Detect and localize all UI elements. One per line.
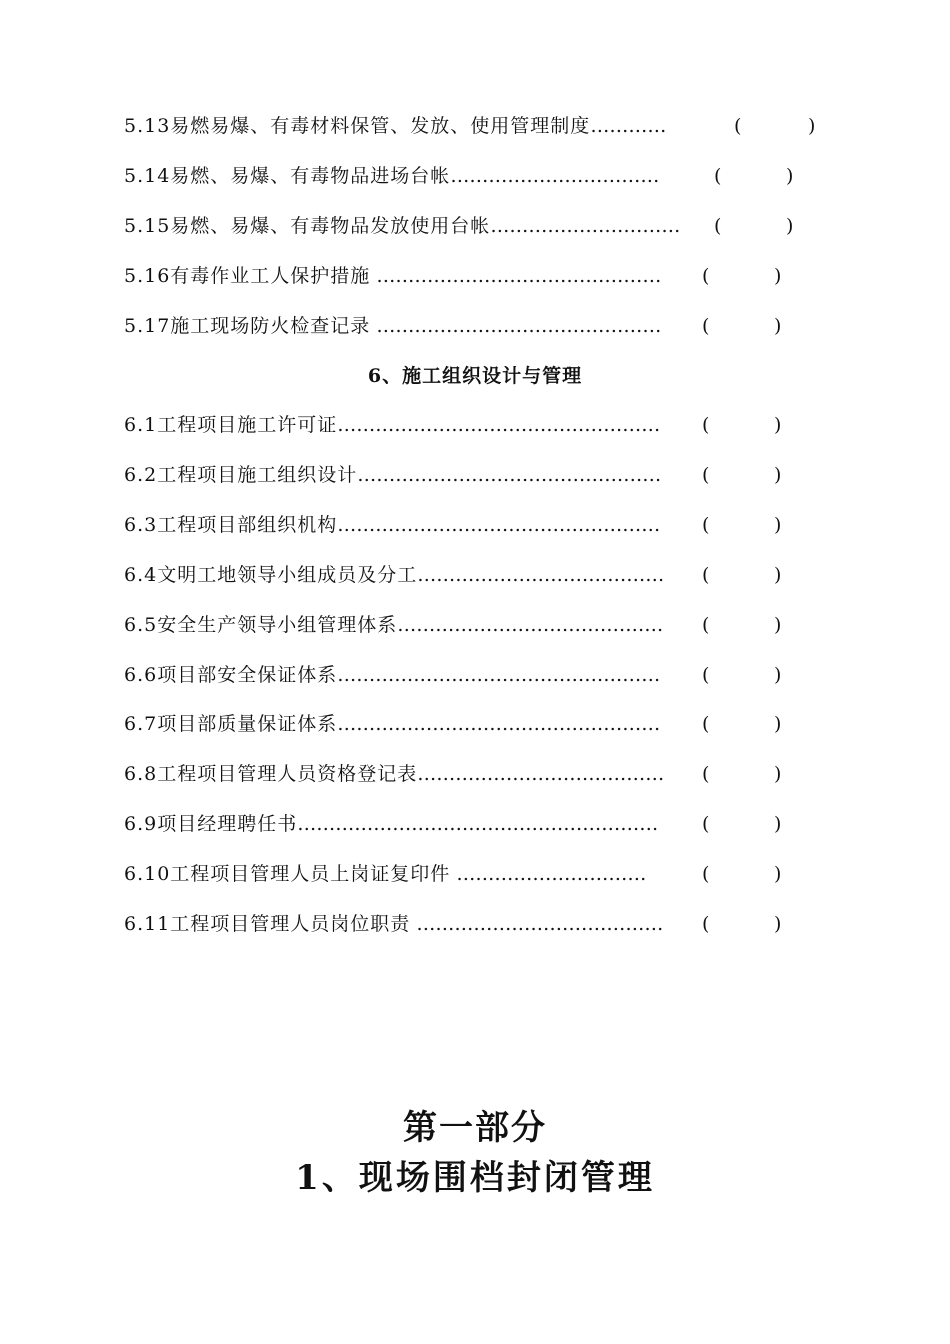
- page-number-close-paren: ): [774, 713, 783, 735]
- toc-entry-5-16: [124, 261, 783, 291]
- page-number-close-paren: ): [808, 115, 817, 137]
- toc-entry-6-4: [124, 560, 783, 590]
- toc-leader-dots: ……………………………: [450, 165, 660, 187]
- page-number-open-paren: (: [702, 514, 711, 536]
- toc-entry-6-1: [124, 410, 783, 440]
- toc-entry-label: 6.9项目经理聘任书: [124, 813, 298, 835]
- page-number-close-paren: ): [774, 664, 783, 686]
- toc-entry-6-11: [124, 909, 783, 939]
- toc-entry-6-3: [124, 510, 783, 540]
- page-number-close-paren: ): [786, 165, 795, 187]
- toc-entry-5-13: [124, 111, 817, 141]
- toc-leader-dots: ……………………………………………: [337, 514, 661, 536]
- page-number-close-paren: ): [774, 614, 783, 636]
- toc-entry-6-10: [124, 859, 783, 889]
- toc-entry-label: 6.8工程项目管理人员资格登记表: [124, 763, 418, 785]
- page-number-open-paren: (: [702, 664, 711, 686]
- page-number-close-paren: ): [786, 215, 795, 237]
- toc-entry-label: 6.11工程项目管理人员岗位职责: [124, 913, 411, 935]
- toc-entry-label: 6.7项目部质量保证体系: [124, 713, 338, 735]
- toc-leader-dots: ……………………………………………: [337, 713, 661, 735]
- toc-entry-6-6: [124, 660, 783, 690]
- page-number-open-paren: (: [702, 713, 711, 735]
- toc-leader-dots: …………………………: [450, 863, 647, 885]
- page-number-open-paren: (: [702, 564, 711, 586]
- toc-leader-dots: …………………………: [490, 215, 681, 237]
- section-heading-6: 6、施工组织设计与管理: [367, 365, 583, 387]
- toc-entry-label: 5.13易燃易爆、有毒材料保管、发放、使用管理制度: [124, 115, 591, 137]
- page-number-close-paren: ): [774, 913, 783, 935]
- toc-entry-6-2: [124, 460, 783, 490]
- page-number-close-paren: ): [774, 315, 783, 337]
- toc-leader-dots: …………………………………………: [357, 464, 662, 486]
- toc-entry-label: 6.4文明工地领导小组成员及分工: [124, 564, 418, 586]
- toc-entry-6-7: [124, 709, 783, 739]
- page-number-close-paren: ): [774, 863, 783, 885]
- page-number-open-paren: (: [734, 115, 743, 137]
- toc-entry-label: 5.16有毒作业工人保护措施: [124, 265, 371, 287]
- toc-leader-dots: …………………………………: [417, 763, 665, 785]
- page-number-close-paren: ): [774, 265, 783, 287]
- toc-entry-5-15: [124, 211, 795, 241]
- toc-leader-dots: …………………………………………………: [297, 813, 659, 835]
- toc-leader-dots: …………: [590, 115, 667, 137]
- page-number-open-paren: (: [714, 165, 723, 187]
- page-number-open-paren: (: [702, 763, 711, 785]
- toc-entry-label: 6.5安全生产领导小组管理体系: [124, 614, 398, 636]
- page-number-open-paren: (: [702, 913, 711, 935]
- toc-entry-label: 6.2工程项目施工组织设计: [124, 464, 358, 486]
- toc-leader-dots: …………………………………: [417, 564, 665, 586]
- toc-entry-label: 6.10工程项目管理人员上岗证复印件: [124, 863, 451, 885]
- toc-leader-dots: ………………………………………: [370, 265, 662, 287]
- page-number-close-paren: ): [774, 514, 783, 536]
- page-number-close-paren: ): [774, 813, 783, 835]
- toc-leader-dots: ……………………………………………: [337, 664, 661, 686]
- toc-entry-label: 6.1工程项目施工许可证: [124, 414, 338, 436]
- page-number-open-paren: (: [702, 414, 711, 436]
- page-number-close-paren: ): [774, 564, 783, 586]
- page-number-open-paren: (: [702, 813, 711, 835]
- page-number-open-paren: (: [702, 265, 711, 287]
- toc-leader-dots: ……………………………………………: [337, 414, 661, 436]
- page-number-close-paren: ): [774, 464, 783, 486]
- toc-entry-6-9: [124, 809, 783, 839]
- part-title: 第一部分: [403, 1108, 547, 1148]
- toc-entry-label: 5.15易燃、易爆、有毒物品发放使用台帐: [124, 215, 491, 237]
- toc-entry-label: 6.3工程项目部组织机构: [124, 514, 338, 536]
- page-number-open-paren: (: [702, 464, 711, 486]
- toc-leader-dots: …………………………………: [410, 913, 664, 935]
- toc-entry-6-5: [124, 610, 783, 640]
- page-number-open-paren: (: [714, 215, 723, 237]
- toc-entry-6-8: [124, 759, 783, 789]
- chapter-title: 1、现场围档封闭管理: [295, 1158, 655, 1198]
- page-number-open-paren: (: [702, 315, 711, 337]
- page-number-close-paren: ): [774, 414, 783, 436]
- toc-entry-label: 5.17施工现场防火检查记录: [124, 315, 371, 337]
- toc-entry-label: 6.6项目部安全保证体系: [124, 664, 338, 686]
- page-number-open-paren: (: [702, 614, 711, 636]
- toc-entry-5-17: [124, 311, 783, 341]
- toc-leader-dots: ………………………………………: [370, 315, 662, 337]
- toc-leader-dots: ……………………………………: [397, 614, 664, 636]
- toc-entry-5-14: [124, 161, 795, 191]
- page-number-open-paren: (: [702, 863, 711, 885]
- toc-entry-label: 5.14易燃、易爆、有毒物品进场台帐: [124, 165, 451, 187]
- page-number-close-paren: ): [774, 763, 783, 785]
